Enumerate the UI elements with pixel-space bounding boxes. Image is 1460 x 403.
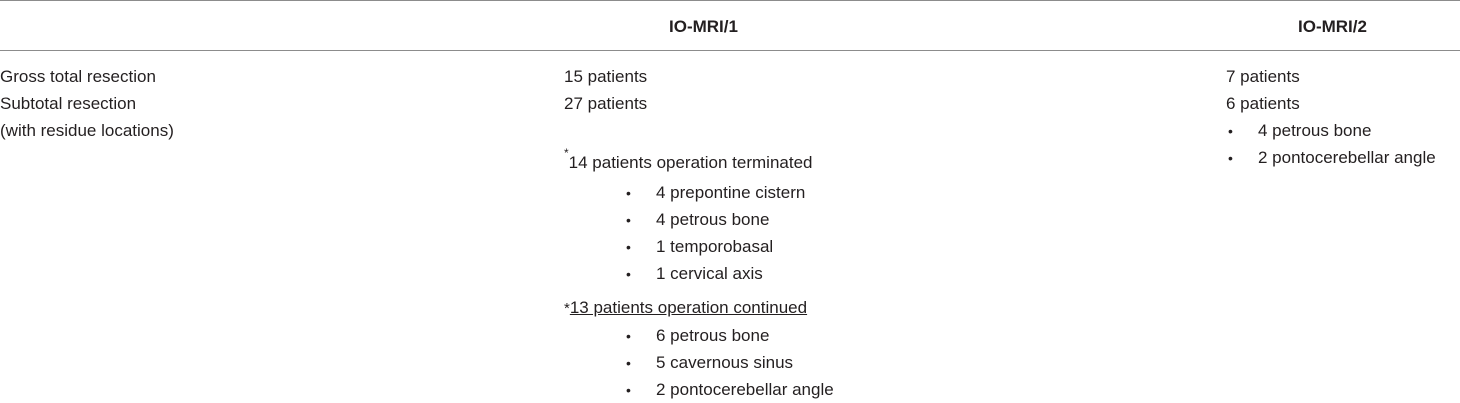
cell-io-mri-1-subtotal: 27 patients	[564, 94, 648, 113]
group-heading-operation-terminated	[564, 146, 813, 173]
cell-io-mri-1-gross: 15 patients	[564, 67, 648, 86]
group-title: 14 patients operation terminated	[568, 153, 813, 172]
group-heading-operation-continued	[564, 298, 807, 319]
cell-io-mri-2-gross: 7 patients	[1226, 67, 1300, 86]
asterisk-marker: *	[564, 146, 569, 160]
group-title: 13 patients operation continued	[569, 298, 808, 317]
top-rule	[0, 0, 1460, 1]
column-header-io-mri-2: IO-MRI/2	[1298, 17, 1367, 36]
row-label-gross-total-resection: Gross total resection	[0, 67, 156, 86]
header-rule	[0, 50, 1460, 51]
row-label-subtotal-resection: Subtotal resection	[0, 94, 137, 113]
row-label-residue-locations: (with residue locations)	[0, 121, 174, 140]
asterisk-marker: *	[564, 300, 570, 317]
cell-io-mri-2-subtotal: 6 patients	[1226, 94, 1300, 113]
column-header-io-mri-1: IO-MRI/1	[669, 17, 738, 36]
